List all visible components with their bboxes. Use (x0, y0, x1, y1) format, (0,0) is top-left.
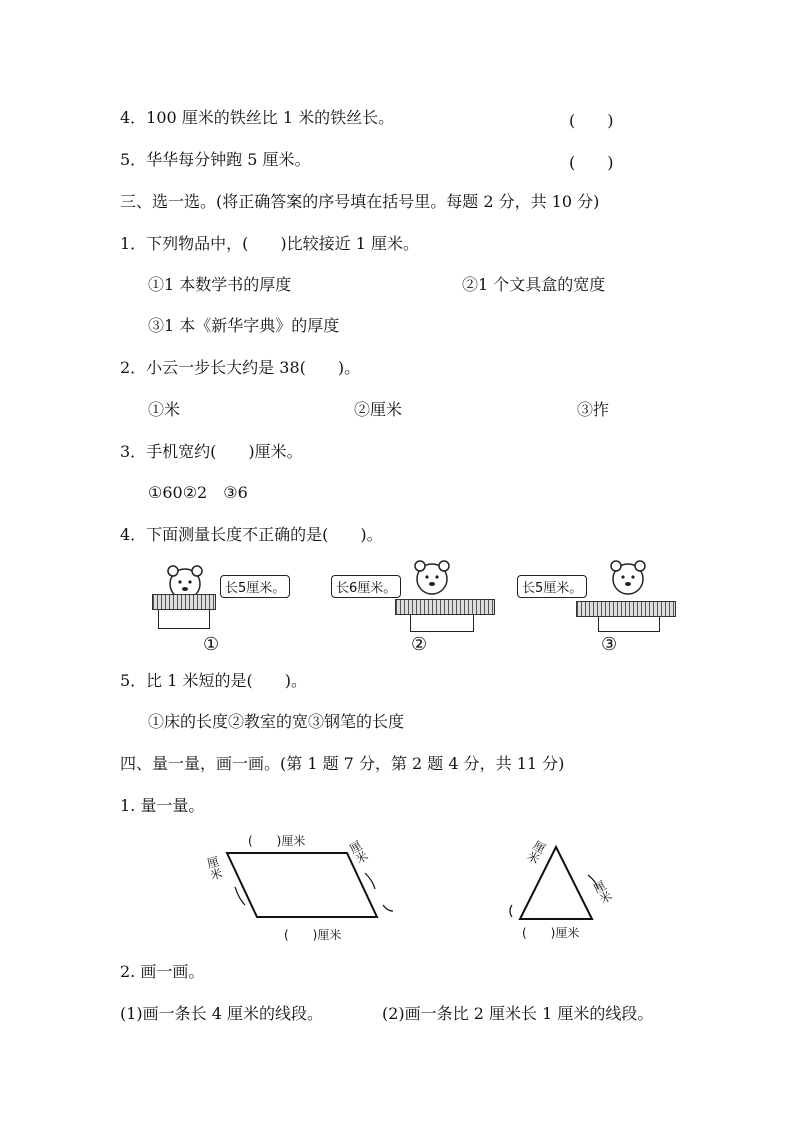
parallelogram-bottom-unit: ( )厘米 (284, 928, 342, 942)
ruler-3 (576, 601, 676, 617)
s3-q3-options: ①60②2 ③6 (148, 483, 248, 502)
s3-q1-option-b: ②1 个文具盒的宽度 (462, 275, 606, 294)
parallelogram-left-unit: 厘米 (204, 854, 224, 882)
triangle-bottom-unit: ( )厘米 (522, 926, 580, 940)
ruler-2 (395, 599, 495, 615)
answer-paren[interactable]: ( ) (569, 153, 614, 172)
parallelogram-top-unit: ( )厘米 (248, 834, 306, 848)
s4-q2-part-1: (1)画一条长 4 厘米的线段。 (120, 1004, 324, 1023)
section-4-title: 四、量一量，画一画。(第 1 题 7 分，第 2 题 4 分，共 11 分) (120, 754, 565, 773)
s3-q2-option-a: ①米 (148, 400, 181, 419)
speech-bubble-2: 长6厘米。 (331, 575, 401, 598)
speech-bubble-3: 长5厘米。 (517, 575, 587, 598)
judge-question-5: 5．华华每分钟跑 5 厘米。 (120, 150, 311, 169)
s3-question-4: 4．下面测量长度不正确的是( )。 (120, 525, 383, 544)
eraser-object-2 (410, 615, 474, 632)
s3-q1-option-a: ①1 本数学书的厚度 (148, 275, 292, 294)
section-3-title: 三、选一选。(将正确答案的序号填在括号里。每题 2 分，共 10 分) (120, 192, 600, 211)
s3-q2-option-b: ②厘米 (354, 400, 403, 419)
s3-question-2: 2．小云一步长大约是 38( )。 (120, 358, 361, 377)
s4-q2-part-2: (2)画一条比 2 厘米长 1 厘米的线段。 (382, 1004, 654, 1023)
s3-q5-options: ①床的长度②教室的宽③钢笔的长度 (148, 712, 405, 731)
s3-question-1: 1．下列物品中，( )比较接近 1 厘米。 (120, 234, 420, 253)
parallelogram-right-unit: 厘米 (346, 838, 371, 867)
s3-question-3: 3．手机宽约( )厘米。 (120, 442, 303, 461)
s3-question-5: 5．比 1 米短的是( )。 (120, 671, 308, 690)
eraser-object-1 (158, 610, 210, 629)
bear-illustration-3 (604, 555, 652, 601)
bear-illustration-2 (408, 555, 456, 601)
figure-label-1: ① (203, 634, 220, 655)
eraser-object-3 (598, 617, 660, 632)
figure-label-3: ③ (601, 634, 618, 655)
s3-q2-option-c: ③拃 (577, 400, 610, 419)
figure-label-2: ② (411, 634, 428, 655)
answer-paren[interactable]: ( ) (569, 111, 614, 130)
speech-bubble-1: 长5厘米。 (220, 575, 290, 598)
judge-question-4: 4．100 厘米的铁丝比 1 米的铁丝长。 (120, 108, 395, 127)
s4-question-2: 2. 画一画。 (120, 962, 205, 981)
s3-q1-option-c: ③1 本《新华字典》的厚度 (148, 316, 340, 335)
triangle-right-unit: 厘米 (590, 878, 615, 907)
ruler-1 (152, 594, 216, 610)
s4-question-1: 1. 量一量。 (120, 796, 205, 815)
triangle-left-unit: 厘米 (524, 837, 549, 866)
